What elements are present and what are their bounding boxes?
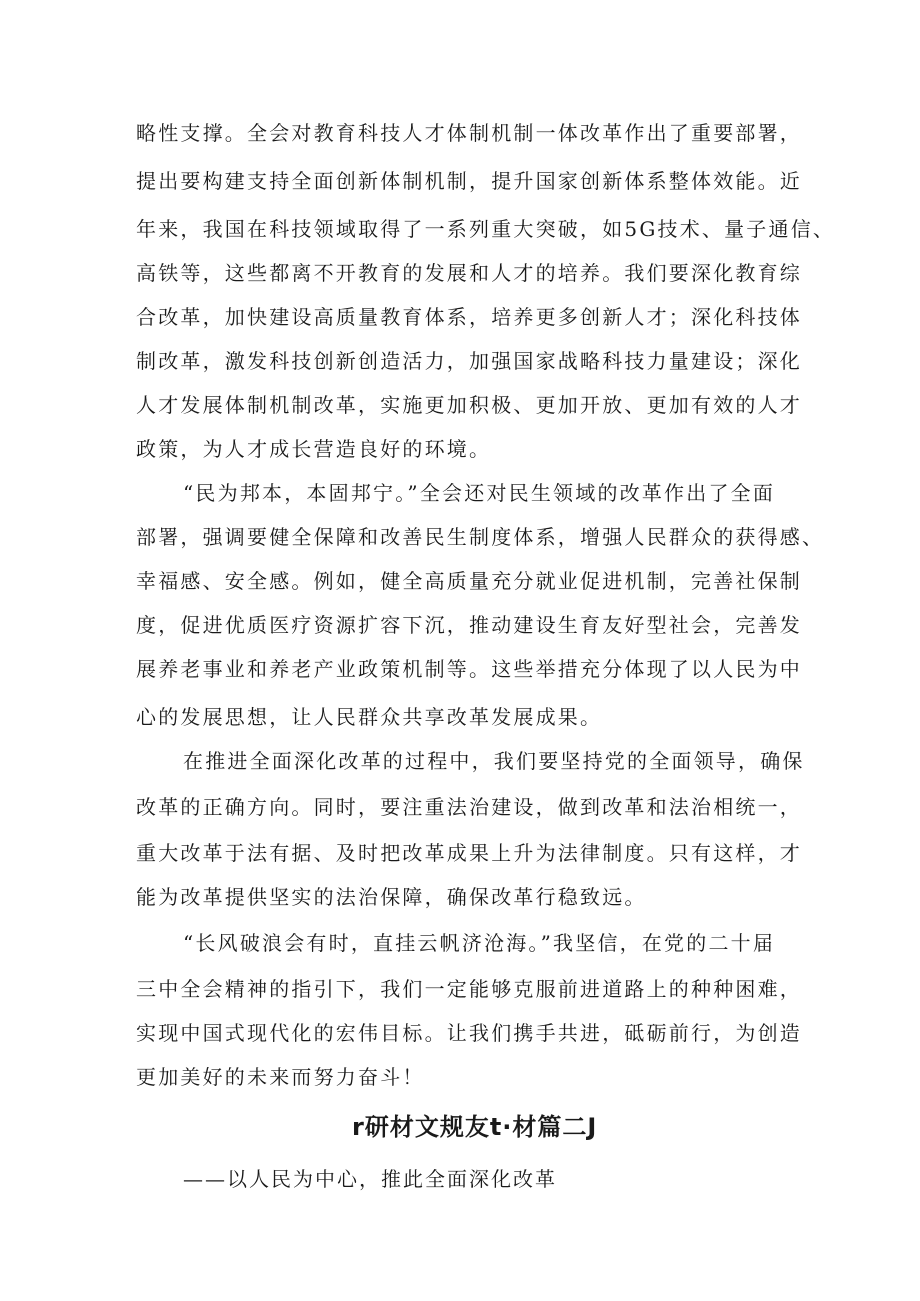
text-line: 高铁等，这些都离不开教育的发展和人才的培养。我们要深化教育综 [136, 261, 802, 285]
text-line: “民为邦本，本固邦宁。”全会还对民生领域的改革作出了全面 [183, 481, 776, 505]
text-line: 幸福感、安全感。例如，健全高质量充分就业促进机制，完善社保制 [136, 569, 802, 593]
text-line: 度，促进优质医疗资源扩容下沉，推动建设生育友好型社会，完善发 [136, 613, 802, 637]
text-line: 提出要构建支持全面创新体制机制，提升国家创新体系整体效能。近 [136, 169, 802, 193]
text-line: 人才发展体制机制改革，实施更加积极、更加开放、更加有效的人才 [136, 393, 802, 417]
text-line: 在推进全面深化改革的过程中，我们要坚持党的全面领导，确保 [183, 749, 805, 773]
text-line: 略性支撑。全会对教育科技人才体制机制一体改革作出了重要部署， [136, 121, 802, 145]
text-line: 能为改革提供坚实的法治保障，确保改革行稳致远。 [136, 885, 647, 909]
section-subheading: ——以人民为中心，推此全面深化改革 [183, 1167, 557, 1191]
text-line: 三中全会精神的指引下，我们一定能够克服前进道路上的种种困难， [136, 977, 802, 1001]
text-line: 年来，我国在科技领域取得了一系列重大突破，如5G技术、量子通信、 [136, 217, 836, 241]
text-line: 重大改革于法有据、及时把改革成果上升为法律制度。只有这样，才 [136, 841, 802, 865]
text-line: 心的发展思想，让人民群众共享改革发展成果。 [136, 705, 603, 729]
text-line: 改革的正确方向。同时，要注重法治建设，做到改革和法治相统一， [136, 795, 802, 819]
section-heading: r研材文规友t·材篇二J [352, 1113, 598, 1141]
text-line: 实现中国式现代化的宏伟目标。让我们携手共进，砥砺前行，为创造 [136, 1021, 802, 1045]
text-line: 更加美好的未来而努力奋斗！ [136, 1065, 425, 1089]
text-line: 制改革，激发科技创新创造活力，加强国家战略科技力量建设；深化 [136, 349, 802, 373]
text-line: 展养老事业和养老产业政策机制等。这些举措充分体现了以人民为中 [136, 657, 802, 681]
text-line: 部署，强调要健全保障和改善民生制度体系，增强人民群众的获得感、 [136, 525, 825, 549]
text-line: “长风破浪会有时，直挂云帆济沧海。”我坚信，在党的二十届 [183, 931, 776, 955]
text-line: 政策，为人才成长营造良好的环境。 [136, 437, 492, 461]
text-line: 合改革，加快建设高质量教育体系，培养更多创新人才；深化科技体 [136, 305, 802, 329]
